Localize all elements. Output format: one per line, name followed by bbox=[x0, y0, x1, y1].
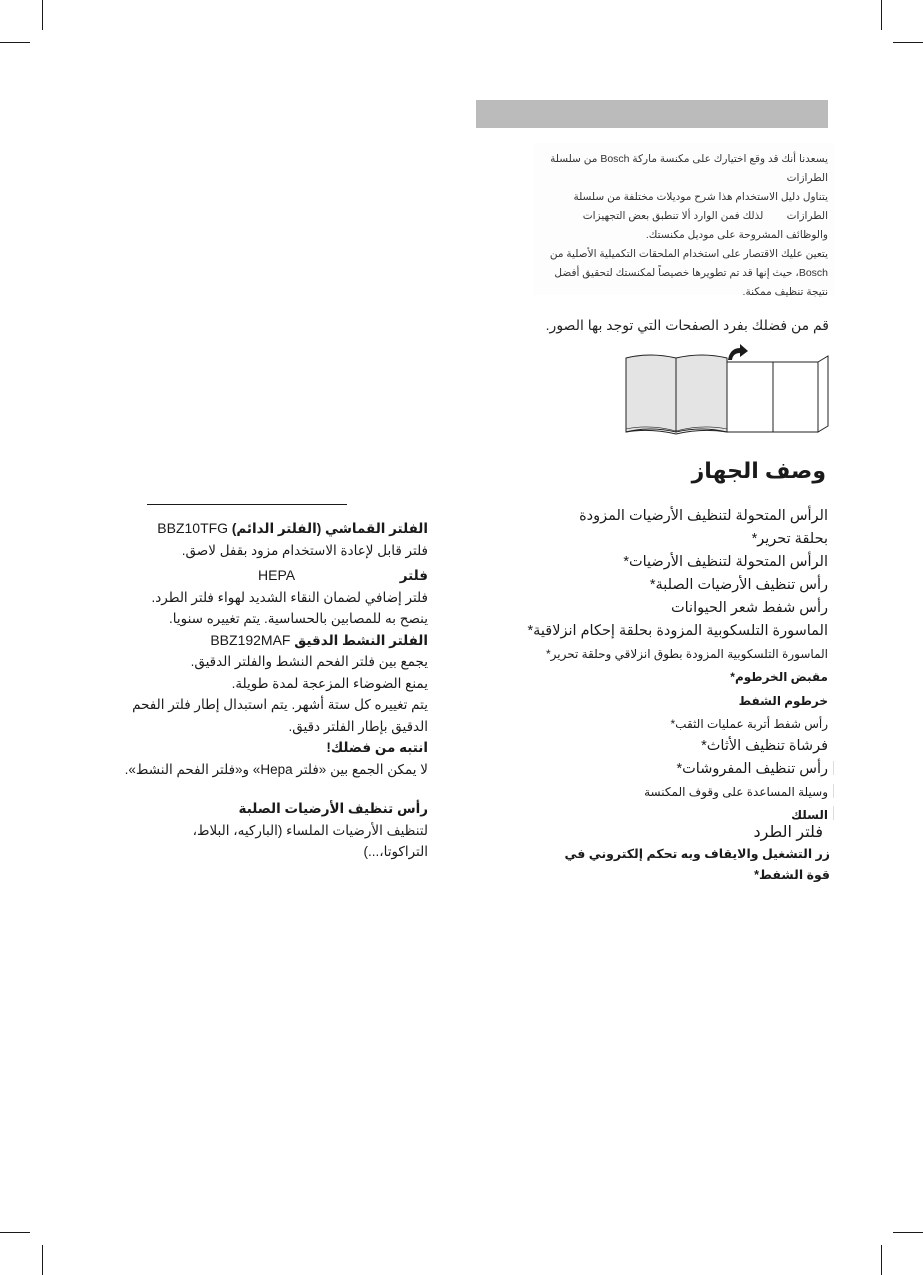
micro-filter-model: BBZ192MAF bbox=[210, 631, 291, 648]
hepa-filter-desc: ينصح به للمصابين بالحساسية. يتم تغييره سنويا. bbox=[168, 611, 428, 626]
warning-text: لا يمكن الجمع بين «فلتر Hepa» و«فلتر الفحم النشط». bbox=[124, 761, 428, 777]
part-item: الماسورة التلسكوبية المزودة بطوق انزلاقي وحلقة تحرير* bbox=[545, 647, 828, 661]
exhaust-filter-label: فلتر الطرد bbox=[753, 824, 823, 841]
margin-bar bbox=[833, 761, 834, 775]
part-item bbox=[508, 758, 828, 781]
part-item bbox=[508, 781, 828, 803]
intro-line: والوظائف المشروحة على موديل مكنستك. bbox=[645, 229, 828, 241]
hepa-filter-desc: فلتر إضافي لضمان النقاء الشديد لهواء فلتر الطرد. bbox=[151, 589, 428, 605]
intro-line: الطرازات bbox=[786, 172, 828, 184]
device-parts-list bbox=[508, 505, 828, 827]
power-switch-label: زر التشغيل والايقاف وبه تحكم إلكتروني في قوة الشفط* bbox=[564, 847, 830, 882]
crop-mark-bottom-left-h bbox=[0, 1232, 30, 1233]
part-item: الماسورة التلسكوبية المزودة بحلقة إحكام انزلاقية* bbox=[527, 623, 828, 639]
cloth-filter-title: الفلتر القماشي (الفلتر الدائم) bbox=[231, 521, 428, 536]
crop-mark-bottom-right-h bbox=[893, 1232, 923, 1233]
intro-line: نتيجة تنظيف ممكنة. bbox=[742, 286, 828, 298]
part-item: رأس تنظيف الأرضيات الصلبة* bbox=[649, 577, 828, 593]
part-item-label: رأس تنظيف المفروشات* bbox=[676, 761, 828, 777]
micro-filter-desc: يتم تغييره كل ستة أشهر. يتم استبدال إطار فلتر الفحم bbox=[132, 697, 428, 712]
crop-mark-top-right-h bbox=[893, 42, 923, 43]
crop-mark-top-left-h bbox=[0, 42, 30, 43]
part-item: مقبض الخرطوم* bbox=[730, 670, 828, 684]
micro-filter-heading bbox=[108, 630, 428, 652]
intro-line: يتعين عليك الاقتصار على استخدام الملحقات التكميلية الأصلية من bbox=[549, 248, 828, 260]
column-divider-line bbox=[147, 504, 347, 505]
intro-line: Bosch، حيث إنها قد تم تطويرها خصيصاً لمكنستك لتحقيق أفضل bbox=[554, 267, 828, 279]
intro-text-box bbox=[533, 143, 835, 298]
part-item-label: السلك bbox=[791, 808, 828, 822]
foldout-pages-illustration-icon bbox=[620, 340, 835, 440]
hard-floor-head-title: رأس تنظيف الأرضيات الصلبة bbox=[238, 801, 428, 816]
part-item-label: وسيلة المساعدة على وقوف المكنسة bbox=[644, 785, 828, 799]
crop-mark-top-right-v bbox=[881, 0, 882, 30]
unfold-pages-note: قم من فضلك بفرد الصفحات التي توجد بها الصور. bbox=[545, 317, 829, 333]
hepa-filter-model: HEPA bbox=[258, 567, 296, 583]
cloth-filter-heading bbox=[108, 518, 428, 540]
part-item: فرشاة تنظيف الأثاث* bbox=[701, 738, 828, 754]
cloth-filter-desc: فلتر قابل لإعادة الاستخدام مزود بقفل لاصق. bbox=[181, 542, 428, 558]
part-item: الرأس المتحولة لتنظيف الأرضيات* bbox=[623, 554, 828, 570]
margin-bar bbox=[833, 784, 834, 798]
accessories-column bbox=[108, 518, 428, 863]
part-item: خرطوم الشفط bbox=[738, 694, 828, 708]
part-item: الرأس المتحولة لتنظيف الأرضيات المزودة بحلقة تحرير* bbox=[579, 508, 828, 547]
margin-bar bbox=[833, 806, 834, 820]
micro-filter-desc: يجمع بين فلتر الفحم النشط والفلتر الدقيق. bbox=[190, 654, 428, 669]
hepa-filter-title: فلتر bbox=[399, 568, 428, 583]
device-description-title: وصف الجهاز bbox=[691, 458, 826, 483]
micro-filter-desc: الدقيق بإطار الفلتر دقيق. bbox=[288, 718, 428, 734]
intro-line: الطرازات لذلك فمن الوارد ألا تنطبق بعض التجهيزات bbox=[582, 210, 828, 222]
hepa-filter-heading bbox=[258, 565, 428, 587]
crop-mark-top-left-v bbox=[42, 0, 43, 30]
part-item: رأس شفط أتربة عمليات الثقب* bbox=[670, 717, 828, 731]
micro-filter-desc: يمنع الضوضاء المزعجة لمدة طويلة. bbox=[231, 675, 428, 691]
warning-title: انتبه من فضلك! bbox=[326, 740, 428, 755]
cloth-filter-model: BBZ10TFG bbox=[157, 520, 229, 536]
intro-line: يسعدنا أنك قد وقع اختيارك على مكنسة ماركة Bosch من سلسلة bbox=[550, 153, 828, 165]
micro-filter-title: الفلتر النشط الدقيق bbox=[294, 632, 428, 648]
intro-line: يتناول دليل الاستخدام هذا شرح موديلات مختلفة من سلسلة bbox=[573, 191, 828, 203]
crop-mark-bottom-left-v bbox=[42, 1245, 43, 1275]
section-header-bar bbox=[476, 100, 828, 128]
crop-mark-bottom-right-v bbox=[881, 1245, 882, 1275]
hard-floor-head-desc: لتنظيف الأرضيات الملساء (الباركيه، البلاط، bbox=[192, 822, 428, 838]
hard-floor-head-desc: التراكوتا،...) bbox=[363, 844, 428, 859]
part-item: رأس شفط شعر الحيوانات bbox=[670, 600, 828, 616]
